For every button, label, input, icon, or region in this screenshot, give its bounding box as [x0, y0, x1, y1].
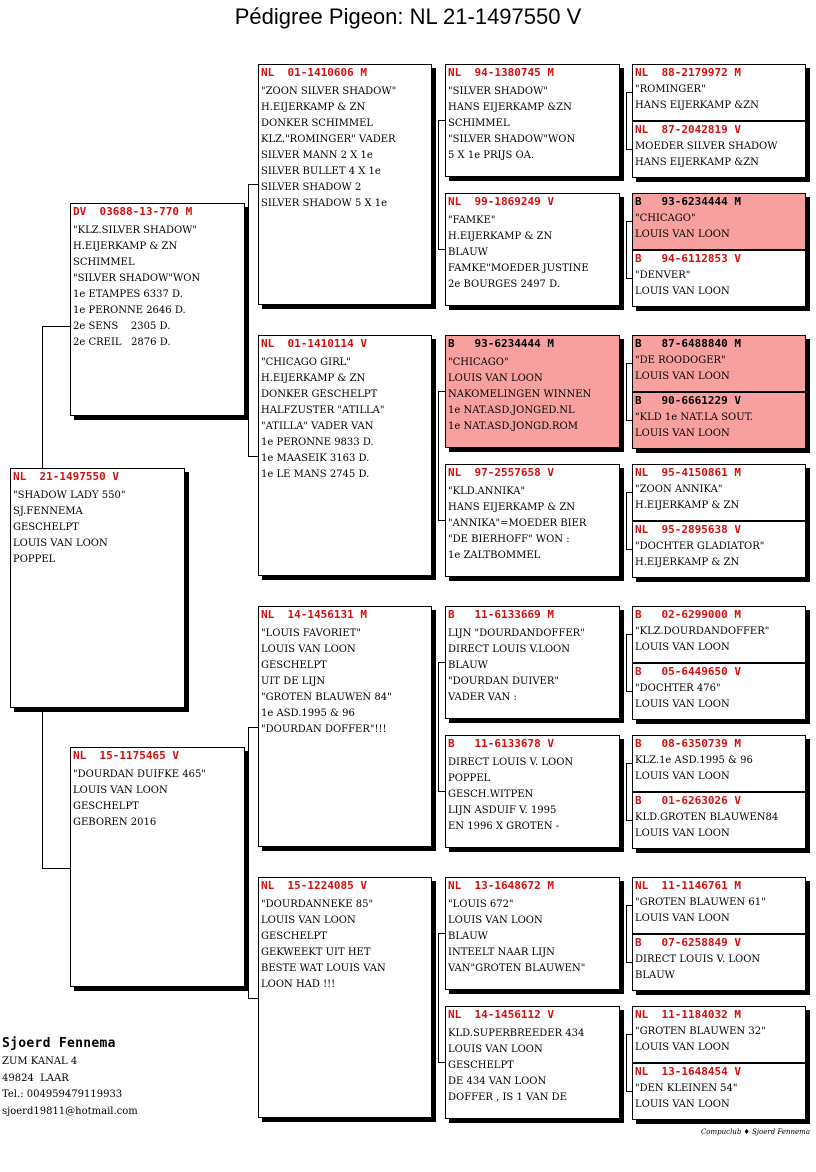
- pigeon-details: [635, 624, 804, 656]
- ring-number: B 02-6299000 M: [635, 608, 741, 621]
- pigeon-detail-line: "DE ROODOGER": [635, 355, 726, 366]
- pigeon-detail-line: "ATILLA" VADER VAN: [261, 421, 374, 432]
- pigeon-detail-line: "DOCHTER 476": [635, 683, 721, 694]
- pigeon-detail-line: "DOURDAN DOFFER"!!!: [261, 724, 387, 735]
- pigeon-detail-line: 1e MAASEIK 3163 D.: [261, 453, 370, 464]
- pigeon-detail-line: BLAUW: [448, 660, 488, 671]
- pigeon-details: [448, 484, 618, 564]
- pigeon-details: [635, 1081, 804, 1113]
- pigeon-detail-line: "SILVER SHADOW": [448, 86, 548, 97]
- pigeon-detail-line: BLAUW: [635, 970, 675, 981]
- pigeon-detail-line: 2e BOURGES 2497 D.: [448, 279, 560, 290]
- connector-line: [626, 691, 632, 692]
- pigeon-detail-line: HANS EIJERKAMP &ZN: [635, 157, 759, 168]
- pigeon-detail-line: SILVER BULLET 4 X 1e: [261, 166, 381, 177]
- pigeon-detail-line: BESTE WAT LOUIS VAN: [261, 963, 386, 974]
- pigeon-card: [10, 468, 185, 708]
- pigeon-detail-line: SILVER SHADOW 5 X 1e: [261, 198, 388, 209]
- pigeon-detail-line: "KLD 1e NAT.LA SOUT.: [635, 412, 754, 423]
- pigeon-detail-line: NAKOMELINGEN WINNEN: [448, 389, 592, 400]
- pigeon-detail-line: POPPEL: [448, 773, 491, 784]
- connector-line: [626, 92, 627, 149]
- footer-credit: Compuclub ♦ Sjoerd Fennema: [700, 1128, 810, 1136]
- pigeon-detail-line: EN 1996 X GROTEN -: [448, 821, 560, 832]
- ring-number: NL 14-1456131 M: [261, 608, 367, 621]
- pigeon-detail-line: "ZOON ANNIKA": [635, 484, 723, 495]
- ring-number: B 94-6112853 V: [635, 252, 741, 265]
- pigeon-detail-line: KLD.GROTEN BLAUWEN84: [635, 812, 779, 823]
- pigeon-detail-line: 1e LE MANS 2745 D.: [261, 469, 370, 480]
- ring-number: B 08-6350739 M: [635, 737, 741, 750]
- ring-number: NL 15-1175465 V: [73, 749, 179, 762]
- pigeon-detail-line: SCHIMMEL: [448, 118, 510, 129]
- pigeon-detail-line: DOFFER , IS 1 VAN DE: [448, 1092, 567, 1103]
- connector-line: [626, 492, 632, 493]
- pigeon-detail-line: H.EIJERKAMP & ZN: [448, 231, 553, 242]
- pigeon-detail-line: 1e PERONNE 2646 D.: [73, 305, 186, 316]
- pigeon-detail-line: VAN"GROTEN BLAUWEN": [448, 963, 586, 974]
- pigeon-detail-line: 1e ETAMPES 6337 D.: [73, 289, 183, 300]
- pigeon-detail-line: HALFZUSTER "ATILLA": [261, 405, 385, 416]
- pigeon-card: [445, 735, 620, 848]
- connector-line: [438, 120, 439, 249]
- ring-number: NL 95-2895638 V: [635, 523, 741, 536]
- ring-number: NL 01-1410606 M: [261, 66, 367, 79]
- pigeon-detail-line: VADER VAN :: [448, 692, 517, 703]
- pigeon-card: [445, 335, 620, 448]
- pigeon-detail-line: 2e SENS 2305 D.: [73, 321, 171, 332]
- pigeon-detail-line: H.EIJERKAMP & ZN: [635, 557, 740, 568]
- pigeon-details: [73, 767, 243, 831]
- connector-line: [42, 712, 43, 868]
- pigeon-detail-line: UIT DE LIJN: [261, 676, 326, 687]
- pigeon-detail-line: LOUIS VAN LOON: [635, 1099, 730, 1110]
- connector-line: [438, 391, 445, 392]
- pigeon-detail-line: GESCHELPT: [261, 931, 327, 942]
- pigeon-card: [445, 877, 620, 990]
- ring-number: NL 11-1146761 M: [635, 879, 741, 892]
- pigeon-card: [632, 606, 806, 663]
- owner-name: Sjoerd Fennema: [2, 1036, 116, 1051]
- pigeon-details: [635, 482, 804, 514]
- pigeon-card: [632, 193, 806, 250]
- connector-line: [42, 326, 43, 468]
- pigeon-card: [70, 203, 245, 416]
- connector-line: [626, 221, 627, 278]
- ring-number: NL 97-2557658 V: [448, 466, 554, 479]
- pigeon-detail-line: DONKER GESCHELPT: [261, 389, 378, 400]
- ring-number: B 93-6234444 M: [635, 195, 741, 208]
- pigeon-detail-line: LOUIS VAN LOON: [635, 642, 730, 653]
- pigeon-detail-line: SILVER MANN 2 X 1e: [261, 150, 373, 161]
- pigeon-detail-line: 1e PERONNE 9833 D.: [261, 437, 374, 448]
- connector-line: [626, 962, 632, 963]
- pigeon-detail-line: "ANNIKA"=MOEDER BIER: [448, 518, 587, 529]
- pigeon-details: [635, 810, 804, 842]
- connector-line: [438, 662, 445, 663]
- pigeon-details: [261, 355, 430, 483]
- pigeon-detail-line: 1e ZALTBOMMEL: [448, 550, 541, 561]
- pigeon-details: [448, 626, 618, 706]
- pigeon-detail-line: H.EIJERKAMP & ZN: [635, 500, 740, 511]
- connector-line: [248, 184, 249, 456]
- connector-line: [438, 933, 445, 934]
- pigeon-details: [635, 139, 804, 171]
- connector-line: [626, 92, 632, 93]
- pigeon-detail-line: INTEELT NAAR LIJN: [448, 947, 555, 958]
- ring-number: B 11-6133678 V: [448, 737, 554, 750]
- pigeon-detail-line: GESCHELPT: [13, 522, 79, 533]
- pigeon-detail-line: SJ.FENNEMA: [13, 506, 83, 517]
- connector-line: [438, 1062, 445, 1063]
- pigeon-detail-line: "KLZ.DOURDANDOFFER": [635, 626, 770, 637]
- pigeon-details: [635, 539, 804, 571]
- pigeon-card: [632, 1063, 806, 1120]
- pigeon-detail-line: "LOUIS FAVORIET": [261, 628, 361, 639]
- pigeon-card: [632, 392, 806, 449]
- pigeon-card: [632, 121, 806, 178]
- connector-line: [626, 149, 632, 150]
- pigeon-detail-line: LOUIS VAN LOON: [635, 229, 730, 240]
- pigeon-details: [261, 897, 430, 993]
- pigeon-details: [261, 626, 430, 738]
- pigeon-detail-line: LOUIS VAN LOON: [635, 913, 730, 924]
- pigeon-details: [73, 223, 243, 351]
- ring-number: DV 03688-13-770 M: [73, 205, 193, 218]
- pigeon-detail-line: LOUIS VAN LOON: [635, 286, 730, 297]
- pigeon-card: [445, 606, 620, 719]
- pigeon-detail-line: "GROTEN BLAUWEN 32": [635, 1026, 766, 1037]
- connector-line: [626, 905, 627, 962]
- owner-block: [2, 1034, 138, 1120]
- pigeon-card: [632, 663, 806, 720]
- pigeon-card: [632, 464, 806, 521]
- pigeon-details: [13, 488, 183, 568]
- pigeon-detail-line: DE 434 VAN LOON: [448, 1076, 547, 1087]
- pigeon-detail-line: 1e ASD.1995 & 96: [261, 708, 355, 719]
- pigeon-detail-line: POPPEL: [13, 554, 56, 565]
- connector-line: [626, 763, 632, 764]
- pigeon-card: [445, 64, 620, 177]
- pigeon-detail-line: "DE BIERHOFF" WON :: [448, 534, 570, 545]
- pigeon-card: [632, 934, 806, 991]
- connector-line: [248, 727, 258, 728]
- owner-phone: Tel.: 004959479119933: [2, 1089, 123, 1100]
- pigeon-card: [445, 464, 620, 577]
- pigeon-detail-line: "DOURDAN DUIFKE 465": [73, 769, 206, 780]
- pigeon-detail-line: "LOUIS 672": [448, 899, 514, 910]
- ring-number: NL 95-4150861 M: [635, 466, 741, 479]
- pigeon-detail-line: LOUIS VAN LOON: [635, 371, 730, 382]
- ring-number: B 11-6133669 M: [448, 608, 554, 621]
- pigeon-detail-line: HANS EIJERKAMP &ZN: [635, 100, 759, 111]
- pigeon-detail-line: "CHICAGO": [448, 357, 509, 368]
- connector-line: [626, 905, 632, 906]
- connector-line: [248, 184, 258, 185]
- pigeon-detail-line: LOUIS VAN LOON: [635, 771, 730, 782]
- pigeon-detail-line: DIRECT LOUIS V. LOON: [448, 757, 574, 768]
- connector-line: [248, 998, 258, 999]
- pigeon-detail-line: H.EIJERKAMP & ZN: [261, 102, 366, 113]
- pigeon-detail-line: 2e CREIL 2876 D.: [73, 337, 171, 348]
- pigeon-detail-line: LOUIS VAN LOON: [261, 644, 356, 655]
- ring-number: NL 01-1410114 V: [261, 337, 367, 350]
- owner-city: 49824 LAAR: [2, 1072, 69, 1084]
- pigeon-card: [445, 193, 620, 306]
- connector-line: [626, 634, 627, 691]
- pigeon-detail-line: DIRECT LOUIS V. LOON: [635, 954, 761, 965]
- connector-line: [626, 634, 632, 635]
- connector-line: [626, 278, 632, 279]
- ring-number: B 07-6258849 V: [635, 936, 741, 949]
- pigeon-detail-line: GEBOREN 2016: [73, 817, 157, 828]
- ring-number: B 90-6661229 V: [635, 394, 741, 407]
- ring-number: B 87-6488840 M: [635, 337, 741, 350]
- pigeon-detail-line: BLAUW: [448, 931, 488, 942]
- ring-number: B 05-6449650 V: [635, 665, 741, 678]
- pigeon-detail-line: LOUIS VAN LOON: [635, 428, 730, 439]
- pigeon-detail-line: "DOURDAN DUIVER": [448, 676, 559, 687]
- connector-line: [626, 820, 632, 821]
- pigeon-detail-line: KLD.SUPERBREEDER 434: [448, 1028, 585, 1039]
- connector-line: [626, 363, 632, 364]
- connector-line: [626, 363, 627, 420]
- pigeon-details: [635, 753, 804, 785]
- ring-number: NL 13-1648672 M: [448, 879, 554, 892]
- pigeon-card: [632, 250, 806, 307]
- pigeon-detail-line: "SILVER SHADOW"WON: [73, 273, 201, 284]
- pigeon-details: [635, 82, 804, 114]
- pigeon-detail-line: HANS EIJERKAMP &ZN: [448, 102, 572, 113]
- pigeon-detail-line: MOEDER SILVER SHADOW: [635, 141, 778, 152]
- pigeon-details: [635, 211, 804, 243]
- pigeon-detail-line: GESCH.WITPEN: [448, 789, 534, 800]
- pigeon-detail-line: "KLD.ANNIKA": [448, 486, 526, 497]
- ring-number: NL 94-1380745 M: [448, 66, 554, 79]
- pigeon-detail-line: LOUIS VAN LOON: [448, 915, 543, 926]
- connector-line: [438, 249, 445, 250]
- pigeon-detail-line: GEKWEEKT UIT HET: [261, 947, 371, 958]
- connector-line: [626, 763, 627, 820]
- owner-email[interactable]: sjoerd19811@hotmail.com: [2, 1105, 138, 1117]
- pigeon-detail-line: "FAMKE": [448, 215, 496, 226]
- pigeon-details: [448, 1026, 618, 1106]
- connector-line: [626, 1091, 632, 1092]
- pigeon-card: [258, 64, 432, 305]
- pigeon-card: [70, 747, 245, 987]
- owner-details: [2, 1054, 138, 1120]
- connector-line: [438, 520, 445, 521]
- pigeon-card: [632, 521, 806, 578]
- pigeon-detail-line: KLZ."ROMINGER" VADER: [261, 134, 396, 145]
- pigeon-detail-line: 1e NAT.ASD.JONGD.ROM: [448, 421, 578, 432]
- pigeon-detail-line: LOUIS VAN LOON: [635, 1042, 730, 1053]
- pigeon-detail-line: LIJN "DOURDANDOFFER": [448, 628, 585, 639]
- connector-line: [626, 549, 632, 550]
- connector-line: [438, 391, 439, 520]
- connector-line: [626, 420, 632, 421]
- pigeon-details: [448, 355, 618, 435]
- pigeon-detail-line: HANS EIJERKAMP & ZN: [448, 502, 576, 513]
- ring-number: B 93-6234444 M: [448, 337, 554, 350]
- pigeon-detail-line: "SILVER SHADOW"WON: [448, 134, 576, 145]
- connector-line: [438, 662, 439, 791]
- pigeon-detail-line: LOON HAD !!!: [261, 979, 336, 990]
- connector-line: [626, 221, 632, 222]
- pigeon-detail-line: LOUIS VAN LOON: [635, 828, 730, 839]
- pigeon-card: [632, 64, 806, 121]
- pigeon-details: [635, 952, 804, 984]
- pigeon-card: [258, 335, 432, 576]
- ring-number: NL 11-1184032 M: [635, 1008, 741, 1021]
- pigeon-details: [635, 268, 804, 300]
- pigeon-detail-line: DIRECT LOUIS V.LOON: [448, 644, 570, 655]
- pigeon-detail-line: "DOCHTER GLADIATOR": [635, 541, 765, 552]
- pigeon-card: [445, 1006, 620, 1119]
- connector-line: [438, 120, 445, 121]
- pigeon-detail-line: FAMKE"MOEDER JUSTINE: [448, 263, 589, 274]
- pigeon-detail-line: LOUIS VAN LOON: [13, 538, 108, 549]
- ring-number: NL 15-1224085 V: [261, 879, 367, 892]
- pigeon-card: [632, 735, 806, 792]
- connector-line: [248, 456, 258, 457]
- pigeon-detail-line: "SHADOW LADY 550": [13, 490, 126, 501]
- connector-line: [248, 727, 249, 998]
- ring-number: B 01-6263026 V: [635, 794, 741, 807]
- pigeon-details: [635, 1024, 804, 1056]
- pigeon-detail-line: "GROTEN BLAUWEN 61": [635, 897, 766, 908]
- pigeon-detail-line: "CHICAGO GIRL": [261, 357, 351, 368]
- pigeon-card: [258, 877, 432, 1118]
- pigeon-detail-line: LOUIS VAN LOON: [448, 373, 543, 384]
- pigeon-details: [448, 755, 618, 835]
- pigeon-detail-line: SCHIMMEL: [73, 257, 135, 268]
- pigeon-detail-line: SILVER SHADOW 2: [261, 182, 362, 193]
- connector-line: [438, 933, 439, 1062]
- ring-number: NL 88-2179972 M: [635, 66, 741, 79]
- connector-line: [626, 492, 627, 549]
- pigeon-details: [635, 895, 804, 927]
- connector-line: [42, 326, 70, 327]
- pigeon-detail-line: GESCHELPT: [261, 660, 327, 671]
- ring-number: NL 14-1456112 V: [448, 1008, 554, 1021]
- pigeon-detail-line: "KLZ.SILVER SHADOW": [73, 225, 198, 236]
- pigeon-detail-line: LOUIS VAN LOON: [73, 785, 168, 796]
- pigeon-details: [448, 84, 618, 164]
- pigeon-detail-line: "DEN KLEINEN 54": [635, 1083, 738, 1094]
- pigeon-detail-line: "DENVER": [635, 270, 691, 281]
- page-title: Pédigree Pigeon: NL 21-1497550 V: [234, 4, 582, 29]
- pigeon-details: [635, 681, 804, 713]
- connector-line: [42, 868, 70, 869]
- pigeon-detail-line: LIJN ASDUIF V. 1995: [448, 805, 557, 816]
- pigeon-detail-line: GESCHELPT: [448, 1060, 514, 1071]
- pigeon-detail-line: H.EIJERKAMP & ZN: [261, 373, 366, 384]
- pigeon-detail-line: "GROTEN BLAUWEN 84": [261, 692, 392, 703]
- pigeon-detail-line: "DOURDANNEKE 85": [261, 899, 374, 910]
- pigeon-card: [632, 792, 806, 849]
- pigeon-card: [632, 877, 806, 934]
- pigeon-detail-line: "ROMINGER": [635, 84, 706, 95]
- pigeon-details: [448, 213, 618, 293]
- pigeon-card: [258, 606, 432, 847]
- ring-number: NL 13-1648454 V: [635, 1065, 741, 1078]
- pigeon-card: [632, 1006, 806, 1063]
- pigeon-detail-line: 1e NAT.ASD.JONGED.NL: [448, 405, 575, 416]
- pigeon-detail-line: LOUIS VAN LOON: [448, 1044, 543, 1055]
- pigeon-detail-line: LOUIS VAN LOON: [261, 915, 356, 926]
- pigeon-detail-line: "CHICAGO": [635, 213, 696, 224]
- pigeon-detail-line: DONKER SCHIMMEL: [261, 118, 374, 129]
- pigeon-card: [632, 335, 806, 392]
- ring-number: NL 99-1869249 V: [448, 195, 554, 208]
- pigeon-details: [261, 84, 430, 212]
- connector-line: [626, 1034, 627, 1091]
- pigeon-detail-line: LOUIS VAN LOON: [635, 699, 730, 710]
- pigeon-details: [448, 897, 618, 977]
- pigeon-details: [635, 410, 804, 442]
- pigeon-detail-line: "ZOON SILVER SHADOW": [261, 86, 397, 97]
- connector-line: [626, 1034, 632, 1035]
- pigeon-details: [635, 353, 804, 385]
- ring-number: NL 87-2042819 V: [635, 123, 741, 136]
- pigeon-detail-line: BLAUW: [448, 247, 488, 258]
- connector-line: [438, 791, 445, 792]
- pigeon-detail-line: H.EIJERKAMP & ZN: [73, 241, 178, 252]
- pigeon-detail-line: 5 X 1e PRIJS OA.: [448, 150, 535, 161]
- ring-number: NL 21-1497550 V: [13, 470, 119, 483]
- pigeon-detail-line: KLZ.1e ASD.1995 & 96: [635, 755, 753, 766]
- owner-street: ZUM KANAL 4: [2, 1056, 78, 1067]
- pigeon-detail-line: GESCHELPT: [73, 801, 139, 812]
